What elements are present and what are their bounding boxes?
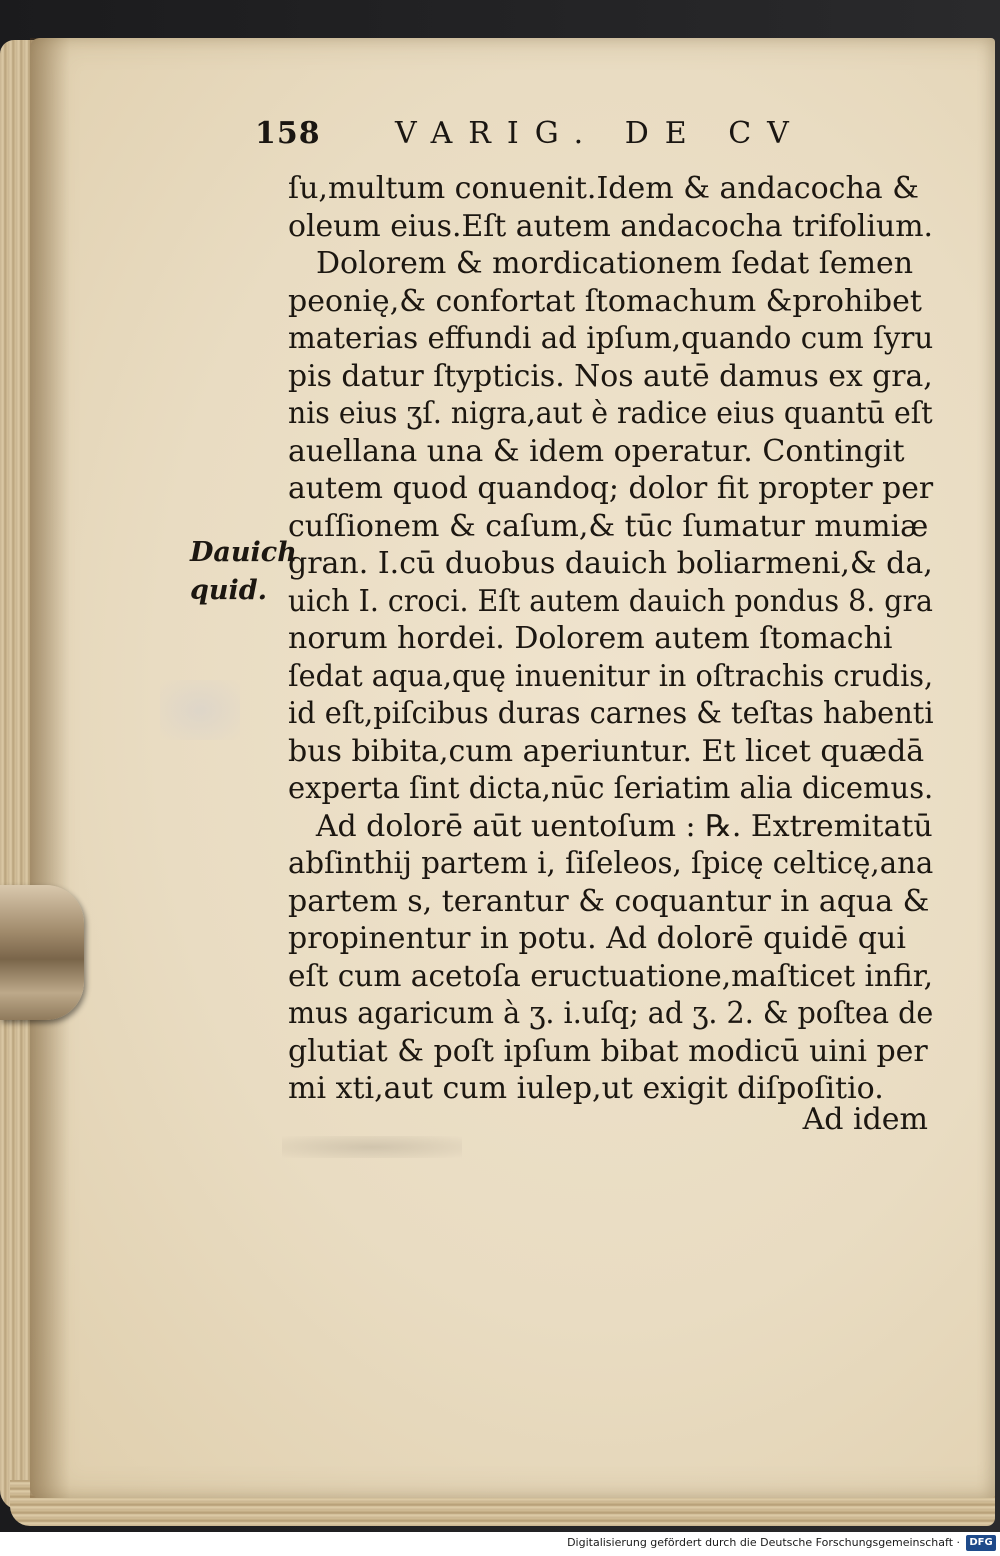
running-head: VARIG. DE CV xyxy=(395,116,805,151)
text-line: mus agaricum à ʒ. i.uſq; ad ʒ. 2. & poſtea de xyxy=(288,996,934,1031)
marginal-note xyxy=(190,534,297,610)
text-line: peonię,& confortat ſtomachum &prohibet xyxy=(288,283,922,319)
text-line: ſu,multum conuenit.Idem & andacocha & xyxy=(288,171,919,206)
gutter-shadow xyxy=(30,38,70,1498)
body-text xyxy=(288,170,933,1108)
marginal-note-line: Dauich xyxy=(190,537,297,568)
text-line: bus bibita,cum aperiuntur. Et licet quædā xyxy=(288,733,925,769)
text-line: norum hordei. Dolorem autem ſtomachi xyxy=(288,621,893,656)
text-line: gran. I.cū duobus dauich boliarmeni,& da, xyxy=(288,546,933,581)
text-line: oleum eius.Eſt autem andacocha trifolium. xyxy=(288,208,934,244)
page-number: 158 xyxy=(255,116,321,151)
text-line: cuſſionem & caſum,& tūc ſumatur mumiæ xyxy=(288,508,929,544)
paper-stain xyxy=(160,680,240,740)
text-line: propinentur in potu. Ad dolorē quidē qui xyxy=(288,921,906,956)
text-line: eſt cum acetoſa eructuatione,maſticet infir, xyxy=(288,958,934,994)
funding-credit: Digitalisierung gefördert durch die Deutsche Forschungsgemeinschaft · xyxy=(567,1536,960,1549)
ink-smudge xyxy=(282,1136,462,1158)
text-line: abſinthij partem i, ſiſeleos, ſpicę celticę,ana xyxy=(288,846,934,881)
digitization-footer xyxy=(0,1532,1000,1556)
text-line: Ad dolorē aūt uentoſum : ℞. Extremitatū xyxy=(315,808,933,844)
page-header xyxy=(255,112,855,162)
marginal-note-line: quid. xyxy=(190,575,268,606)
text-line: mi xti,aut cum iulep,ut exigit diſpoſitio. xyxy=(288,1071,884,1106)
dfg-logo: DFG xyxy=(966,1535,996,1551)
text-line: pis datur ſtypticis. Nos autē damus ex gra, xyxy=(288,358,933,394)
text-line: nis eius ʒſ. nigra,aut è radice eius quantū eſt xyxy=(288,396,933,431)
text-line: ſedat aqua,quę inuenitur in oſtrachis crudis, xyxy=(288,658,934,694)
text-line: uich I. croci. Eſt autem dauich pondus 8. gra xyxy=(288,583,933,619)
text-line: glutiat & poſt ipſum bibat modicū uini per xyxy=(288,1033,928,1069)
text-line: autem quod quandoq; dolor fit propter per xyxy=(288,471,934,506)
text-line: Dolorem & mordicationem ſedat ſemen xyxy=(316,246,914,281)
text-line: materias effundi ad ipſum,quando cum ſyru xyxy=(288,321,934,356)
text-line: partem s, terantur & coquantur in aqua & xyxy=(288,883,930,919)
text-line: auellana una & idem operatur. Contingit xyxy=(288,433,905,469)
text-line: experta ſint dicta,nūc ſeriatim alia dicemus. xyxy=(288,771,934,806)
catchword: Ad idem xyxy=(802,1102,928,1137)
page-clip xyxy=(0,885,84,1020)
text-line: id eſt,piſcibus duras carnes & teſtas habenti xyxy=(288,696,934,731)
